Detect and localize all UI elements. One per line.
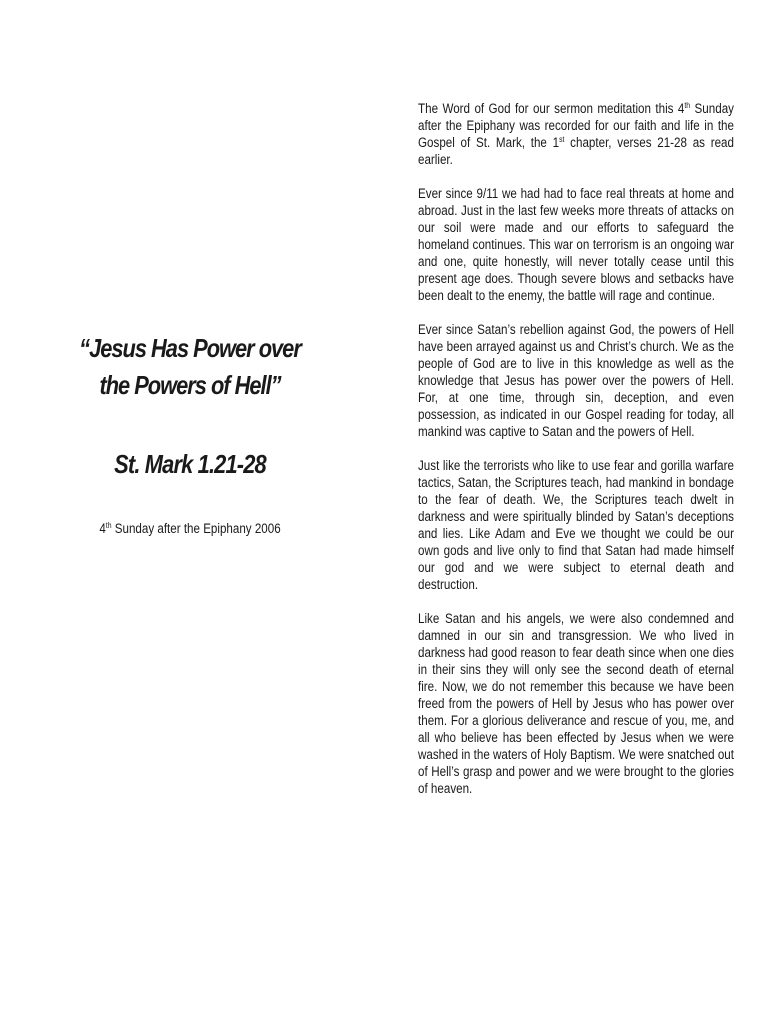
paragraph-4: Just like the terrorists who like to use fear and gorilla warfare tactics, Satan, the Scriptures teach, had mankind in bondage to the fear of death. We, the Scriptures teach dwelt in darkness and were spiritually blinded by Satan’s deceptions and lies. Like Adam and Eve we thought we could be our own gods and live only to find that Satan had made himself our god and we were subject to eternal death and destruction. [418,458,734,592]
title-column [40,0,340,1024]
paragraph-3: Ever since Satan’s rebellion against God, the powers of Hell have been arrayed against us and Christ’s church. We as the people of God are to live in this knowledge as well as the knowledge that Jesus has power over the powers of Hell. For, at one time, through sin, deception, and even possession, as indicated in our Gospel reading for today, all mankind was captive to Satan and the powers of Hell. [418,322,734,439]
sermon-title: “Jesus Has Power over the Powers of Hell” [79,333,301,400]
paragraph-2: Ever since 9/11 we had had to face real threats at home and abroad. Just in the last few weeks more threats of attacks on our soil were made and our efforts to safeguard the homeland continues. This war on terrorism is an ongoing war and one, quite honestly, will never totally cease until this present age does. Though severe blows and setbacks have been dealt to the enemy, the battle will rage and continue. [418,186,734,303]
sermon-body [418,100,734,814]
sermon-text [418,100,734,797]
paragraph-1-sup-1: th [684,101,691,110]
paragraph-1-sup-2: st [559,135,565,144]
paragraph-1-part-3: chapter, verses 21-28 as read earlier. [418,135,734,167]
sermon-occasion [61,520,319,538]
scripture-reference: St. Mark 1.21-28 [114,449,266,479]
paragraph-5: Like Satan and his angels, we were also condemned and damned in our sin and transgression. We who lived in darkness had good reason to fear death since when one dies in their sins they will only see the second death of eternal fire. Now, we do not remember this because we have been freed from the powers of Hell by Jesus who has power over them. For a glorious deliverance and rescue of you, me, and all who believe has been effected by Jesus when we were washed in the waters of Holy Baptism. We were snatched out of Hell’s grasp and power and we were brought to the glories of heaven. [418,611,734,796]
occasion-day-number: 4 [99,521,106,536]
paragraph-1-part-1: The Word of God for our sermon meditation this 4 [418,101,685,116]
paragraph-1 [418,100,734,168]
paragraph-1-part-2: Sunday after the Epiphany was recorded for our faith and life in the Gospel of St. Mark, the 1 [418,101,734,150]
occasion-day-suffix: th [105,521,112,530]
occasion-text: Sunday after the Epiphany 2006 [111,521,281,536]
